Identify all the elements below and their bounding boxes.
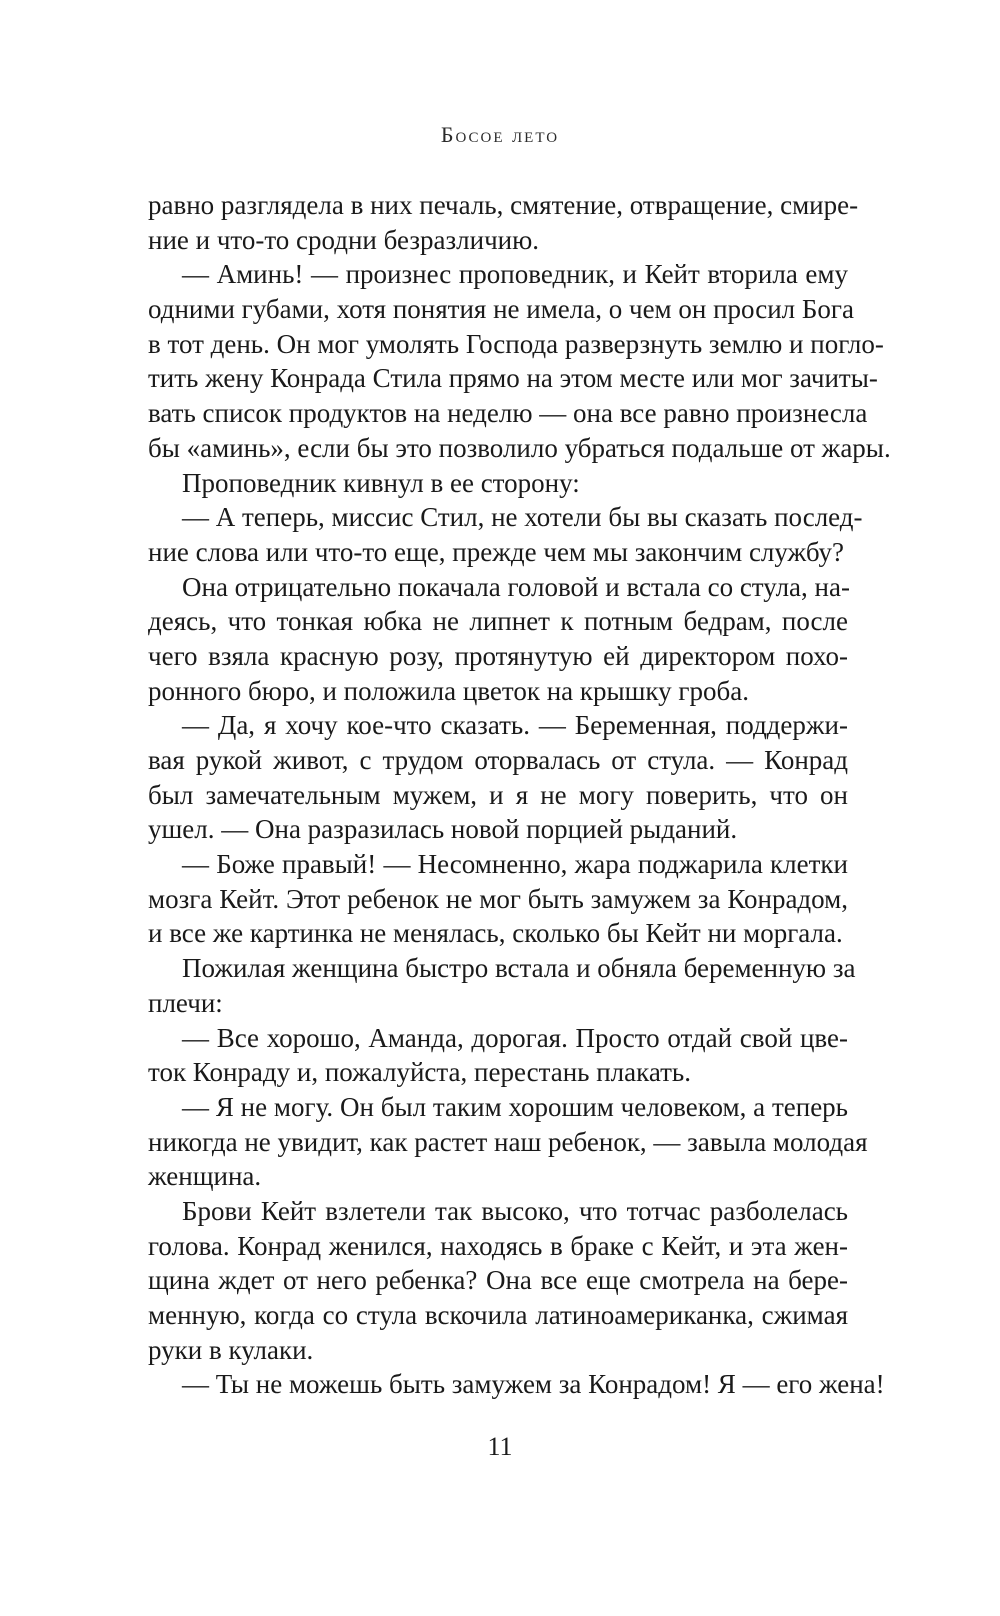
- text-line: женщина.: [148, 1161, 262, 1192]
- page-number: 11: [487, 1432, 513, 1461]
- text-line: ушел. — Она разразилась новой порцией рыданий.: [148, 814, 738, 845]
- text-line: — А теперь, миссис Стил, не хотели бы вы сказать послед-: [182, 502, 863, 533]
- text-line: вая рукой живот, с трудом оторвалась от стула. — Конрад: [148, 745, 848, 775]
- text-line: никогда не увидит, как растет наш ребенок, — завыла молодая: [148, 1126, 868, 1157]
- text-line: — Боже правый! — Несомненно, жара поджарила клетки: [182, 849, 848, 880]
- text-line: вать список продуктов на неделю — она все равно произнесла: [148, 398, 868, 429]
- text-line: голова. Конрад женился, находясь в браке с Кейт, и эта жен-: [148, 1230, 848, 1261]
- text-line: был замечательным мужем, и я не могу поверить, что он: [148, 779, 848, 810]
- text-line: деясь, что тонкая юбка не липнет к потным бедрам, после: [148, 606, 848, 637]
- text-line: Она отрицательно покачала головой и встала со стула, на-: [182, 571, 850, 602]
- text-line: Брови Кейт взлетели так высоко, что тотчас разболелась: [182, 1195, 848, 1226]
- text-line: равно разглядела в них печаль, смятение, отвращение, смире-: [148, 190, 859, 220]
- text-line: ронного бюро, и положила цветок на крышку гроба.: [148, 675, 749, 706]
- text-line: — Ты не можешь быть замужем за Конрадом! Я — его жена!: [182, 1369, 885, 1400]
- text-line: — Аминь! — произнес проповедник, и Кейт вторила ему: [182, 259, 848, 290]
- text-line: ние слова или что-то еще, прежде чем мы закончим службу?: [148, 536, 845, 567]
- text-line: чего взяла красную розу, протянутую ей директором похо-: [148, 640, 848, 671]
- running-head: Босое лето: [440, 122, 560, 147]
- text-line: ние и что-то сродни безразличию.: [148, 224, 540, 255]
- text-line: — Да, я хочу кое-что сказать. — Беременная, поддержи-: [182, 710, 848, 741]
- text-line: руки в кулаки.: [148, 1334, 314, 1365]
- body-text: [148, 188, 891, 1402]
- text-line: ток Конраду и, пожалуйста, перестань плакать.: [148, 1057, 691, 1088]
- text-line: — Все хорошо, Аманда, дорогая. Просто отдай свой цве-: [182, 1022, 848, 1053]
- text-line: мозга Кейт. Этот ребенок не мог быть замужем за Конрадом,: [148, 883, 848, 914]
- text-line: плечи:: [148, 987, 223, 1018]
- text-line: в тот день. Он мог умолять Господа разверзнуть землю и погло-: [148, 328, 884, 359]
- text-line: Проповедник кивнул в ее сторону:: [182, 467, 580, 498]
- text-line: бы «аминь», если бы это позволило убраться подальше от жары.: [148, 432, 891, 463]
- text-line: Пожилая женщина быстро встала и обняла беременную за: [182, 953, 856, 984]
- text-line: — Я не могу. Он был таким хорошим человеком, а теперь: [182, 1091, 848, 1122]
- text-line: менную, когда со стула вскочила латиноамериканка, сжимая: [148, 1300, 848, 1330]
- text-line: и все же картинка не менялась, сколько бы Кейт ни моргала.: [148, 918, 843, 949]
- text-line: щина ждет от него ребенка? Она все еще смотрела на бере-: [148, 1265, 848, 1296]
- text-line: одними губами, хотя понятия не имела, о чем он просил Бога: [148, 294, 854, 325]
- text-line: тить жену Конрада Стила прямо на этом месте или мог зачиты-: [148, 363, 878, 394]
